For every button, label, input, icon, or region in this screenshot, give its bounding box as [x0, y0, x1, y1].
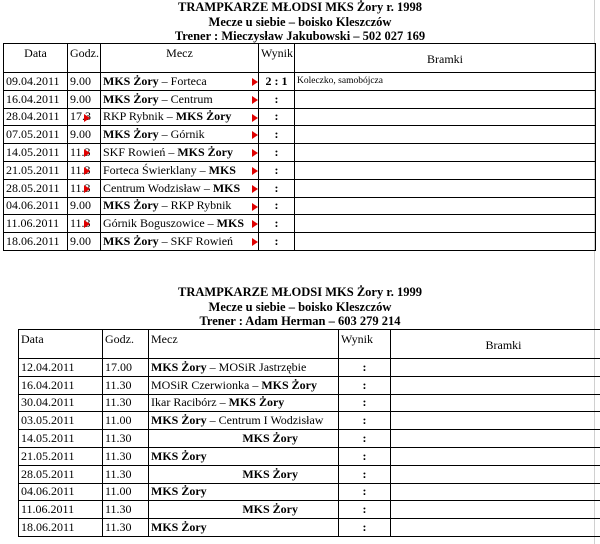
time-cell [68, 90, 101, 108]
table-row [4, 233, 596, 251]
section2-subtitle: Mecze u siebie – boisko Kleszczów [208, 300, 392, 314]
match-separator: – [158, 127, 171, 142]
red-triangle-marker-icon [84, 114, 90, 122]
time-cell: 11.30 [103, 501, 149, 519]
header-mecz: Mecz [149, 330, 339, 359]
match-cell [101, 161, 259, 179]
home-team: MKS Żory [103, 127, 159, 142]
scorers-cell [295, 90, 596, 108]
time-cell: 11.00 [103, 412, 149, 430]
date-cell: 07.05.2011 [4, 126, 68, 144]
section2-coach: Trener : Adam Herman – 603 279 214 [199, 314, 401, 328]
time-text: 17.3 [70, 109, 91, 124]
red-triangle-marker-icon [252, 78, 258, 86]
red-triangle-marker-icon [252, 185, 258, 193]
home-team: Górnik Boguszowice [103, 216, 205, 231]
scorers-cell [295, 233, 596, 251]
table-row [4, 144, 596, 162]
home-team: MKS Żory [103, 198, 159, 213]
time-cell [68, 233, 101, 251]
time-text: 9.00 [70, 73, 91, 88]
time-cell [68, 144, 101, 162]
table-row [4, 108, 596, 126]
date-cell: 12.04.2011 [19, 359, 103, 377]
time-cell: 11.30 [103, 519, 149, 537]
time-cell [68, 108, 101, 126]
away-team: SKF Rowień [170, 234, 234, 249]
result-cell: : [259, 161, 295, 179]
home-team: MKS Żory [151, 520, 207, 535]
table-header-row [4, 44, 596, 73]
match-separator: – [249, 377, 262, 392]
time-text: 11.3 [70, 145, 91, 160]
table-row [19, 430, 600, 448]
home-team: Ikar Racibórz [151, 395, 217, 410]
match-cell [149, 412, 339, 430]
result-cell: : [259, 126, 295, 144]
result-cell: : [339, 519, 391, 537]
scorers-cell [295, 161, 596, 179]
time-text: 9.00 [70, 198, 91, 213]
result-cell: : [259, 179, 295, 197]
result-cell: : [339, 430, 391, 448]
table-row [4, 126, 596, 144]
red-triangle-marker-icon [252, 203, 258, 211]
away-team: Centrum [170, 91, 213, 106]
header-bramki: Bramki [295, 44, 596, 73]
schedule-table-1998 [3, 43, 596, 251]
table-row [19, 359, 600, 377]
result-cell: : [339, 412, 391, 430]
date-cell: 21.05.2011 [19, 447, 103, 465]
match-cell [149, 359, 339, 377]
match-separator: – [158, 91, 171, 106]
result-cell: : [259, 90, 295, 108]
table-row [19, 376, 600, 394]
time-text: 9.00 [70, 127, 91, 142]
match-cell [101, 197, 259, 215]
scorers-cell [295, 126, 596, 144]
scorers-cell [391, 394, 600, 412]
date-cell: 28.05.2011 [4, 179, 68, 197]
red-triangle-marker-icon [84, 149, 90, 157]
home-team: MKS Żory [151, 359, 207, 374]
match-cell [149, 483, 339, 501]
result-cell: : [339, 483, 391, 501]
away-team: MKS [216, 216, 244, 231]
header-data: Data [19, 330, 103, 359]
red-triangle-marker-icon [84, 167, 90, 175]
match-separator: – [165, 145, 178, 160]
home-team: MOSiR Czerwionka [151, 377, 250, 392]
result-cell: : [259, 144, 295, 162]
away-team: MKS [208, 162, 236, 177]
match-cell [149, 376, 339, 394]
away-team: Centrum I Wodzisław [218, 413, 324, 428]
scorers-cell [391, 376, 600, 394]
home-team: Centrum Wodzisław [103, 180, 201, 195]
match-separator: – [200, 180, 213, 195]
away-team: Górnik [170, 127, 205, 142]
home-team: MKS Żory [103, 73, 159, 88]
away-team: MKS [212, 180, 241, 195]
scorers-cell: Koleczko, samobójcza [295, 73, 596, 91]
red-triangle-marker-icon [252, 149, 258, 157]
home-team: MKS Żory [151, 484, 207, 499]
away-team: MKS Żory [228, 395, 285, 410]
match-cell [101, 179, 259, 197]
away-team: Forteca [170, 73, 207, 88]
table-row [19, 412, 600, 430]
time-cell: 11.30 [103, 430, 149, 448]
header-mecz: Mecz [101, 44, 259, 73]
header-godz: Godz. [68, 44, 101, 73]
date-cell: 28.04.2011 [4, 108, 68, 126]
red-triangle-marker-icon [84, 220, 90, 228]
away-team: MKS Żory [177, 145, 234, 160]
red-triangle-marker-icon [252, 167, 258, 175]
date-cell: 14.05.2011 [4, 144, 68, 162]
time-cell [68, 215, 101, 233]
date-cell: 18.06.2011 [4, 233, 68, 251]
section1-title: TRAMPKARZE MŁODSI MKS Żory r. 1998 [178, 0, 422, 14]
time-cell: 11.30 [103, 376, 149, 394]
table-row [4, 215, 596, 233]
scorers-cell [391, 359, 600, 377]
match-separator: – [206, 359, 219, 374]
date-cell: 09.04.2011 [4, 73, 68, 91]
header-data: Data [4, 44, 68, 73]
home-team: RKP Rybnik [103, 109, 164, 124]
away-team: MOSiR Jastrzębie [218, 359, 307, 374]
red-triangle-marker-icon [84, 185, 90, 193]
home-team: MKS Żory [103, 234, 159, 249]
date-cell: 14.05.2011 [19, 430, 103, 448]
match-cell [149, 447, 339, 465]
away-team: RKP Rybnik [170, 198, 232, 213]
date-cell: 16.04.2011 [19, 376, 103, 394]
date-cell: 03.05.2011 [19, 412, 103, 430]
result-cell: : [339, 359, 391, 377]
match-cell [101, 233, 259, 251]
red-triangle-marker-icon [252, 238, 258, 246]
table-row [4, 90, 596, 108]
time-cell [68, 179, 101, 197]
scorers-cell [295, 144, 596, 162]
match-cell [101, 215, 259, 233]
match-separator: – [158, 198, 171, 213]
home-team: SKF Rowień [103, 145, 166, 160]
time-cell: 11.30 [103, 394, 149, 412]
match-separator: – [158, 73, 171, 88]
red-triangle-marker-icon [252, 131, 258, 139]
scorers-cell [391, 430, 600, 448]
scorers-cell [391, 483, 600, 501]
scorers-cell [295, 108, 596, 126]
table-row [4, 179, 596, 197]
table-row [4, 161, 596, 179]
match-cell [149, 394, 339, 412]
date-cell: 04.06.2011 [19, 483, 103, 501]
time-text: 9.00 [70, 234, 91, 249]
time-cell: 17.00 [103, 359, 149, 377]
match-separator: – [206, 413, 219, 428]
match-cell [149, 465, 339, 483]
table-row [19, 501, 600, 519]
section1-coach: Trener : Mieczysław Jakubowski – 502 027 169 [174, 29, 426, 43]
match-cell [101, 90, 259, 108]
date-cell: 11.06.2011 [4, 215, 68, 233]
time-text: 11.3 [70, 162, 91, 177]
result-cell: : [259, 233, 295, 251]
table-row [19, 519, 600, 537]
time-text: 9.00 [70, 91, 91, 106]
header-godz: Godz. [103, 330, 149, 359]
home-team: MKS Żory [103, 91, 159, 106]
red-triangle-marker-icon [252, 96, 258, 104]
time-text: 11.3 [70, 180, 91, 195]
table-row [19, 465, 600, 483]
table-row [19, 447, 600, 465]
table-row [19, 483, 600, 501]
red-triangle-marker-icon [252, 114, 258, 122]
result-cell: : [339, 394, 391, 412]
result-cell: : [259, 197, 295, 215]
date-cell: 11.06.2011 [19, 501, 103, 519]
match-cell [101, 126, 259, 144]
time-cell: 11.30 [103, 447, 149, 465]
time-cell [68, 126, 101, 144]
date-cell: 16.04.2011 [4, 90, 68, 108]
date-cell: 21.05.2011 [4, 161, 68, 179]
scorers-cell [391, 519, 600, 537]
result-cell: : [259, 215, 295, 233]
date-cell: 30.04.2011 [19, 394, 103, 412]
match-separator: – [158, 234, 171, 249]
home-team: Forteca Świerklany [103, 162, 197, 177]
schedule-table-1999 [18, 329, 600, 537]
match-separator: – [196, 162, 209, 177]
scorers-cell [295, 179, 596, 197]
scorers-cell [391, 447, 600, 465]
time-cell [68, 161, 101, 179]
away-team: MKS Żory [242, 466, 298, 481]
scorers-cell [295, 197, 596, 215]
away-team: MKS Żory [242, 502, 298, 517]
scorers-cell [391, 412, 600, 430]
table-row [4, 197, 596, 215]
home-team: MKS Żory [151, 413, 207, 428]
table-row [19, 394, 600, 412]
header-wynik: Wynik [259, 44, 295, 73]
time-cell: 11.00 [103, 483, 149, 501]
scorers-cell [391, 465, 600, 483]
away-team: MKS Żory [175, 109, 232, 124]
result-cell: : [339, 447, 391, 465]
section2-title: TRAMPKARZE MŁODSI MKS Żory r. 1999 [178, 285, 422, 299]
home-team: MKS Żory [151, 448, 207, 463]
result-cell: 2 : 1 [259, 73, 295, 91]
match-separator: – [216, 395, 229, 410]
scorers-cell [295, 215, 596, 233]
match-cell [101, 73, 259, 91]
table-header-row [19, 330, 600, 359]
match-separator: – [204, 216, 217, 231]
time-cell [68, 73, 101, 91]
header-wynik: Wynik [339, 330, 391, 359]
date-cell: 18.06.2011 [19, 519, 103, 537]
time-cell: 11.30 [103, 465, 149, 483]
match-cell [101, 144, 259, 162]
away-team: MKS Żory [261, 377, 317, 392]
result-cell: : [339, 465, 391, 483]
date-cell: 28.05.2011 [19, 465, 103, 483]
away-team: MKS Żory [242, 431, 298, 446]
header-bramki: Bramki [391, 330, 600, 359]
match-cell [149, 519, 339, 537]
date-cell: 04.06.2011 [4, 197, 68, 215]
result-cell: : [259, 108, 295, 126]
match-cell [101, 108, 259, 126]
match-separator: – [163, 109, 176, 124]
time-text: 11.3 [70, 216, 91, 231]
table-row [4, 73, 596, 91]
scorers-cell [391, 501, 600, 519]
match-cell [149, 501, 339, 519]
section1-subtitle: Mecze u siebie – boisko Kleszczów [208, 15, 392, 29]
time-cell [68, 197, 101, 215]
result-cell: : [339, 376, 391, 394]
match-cell [149, 430, 339, 448]
red-triangle-marker-icon [252, 220, 258, 228]
result-cell: : [339, 501, 391, 519]
